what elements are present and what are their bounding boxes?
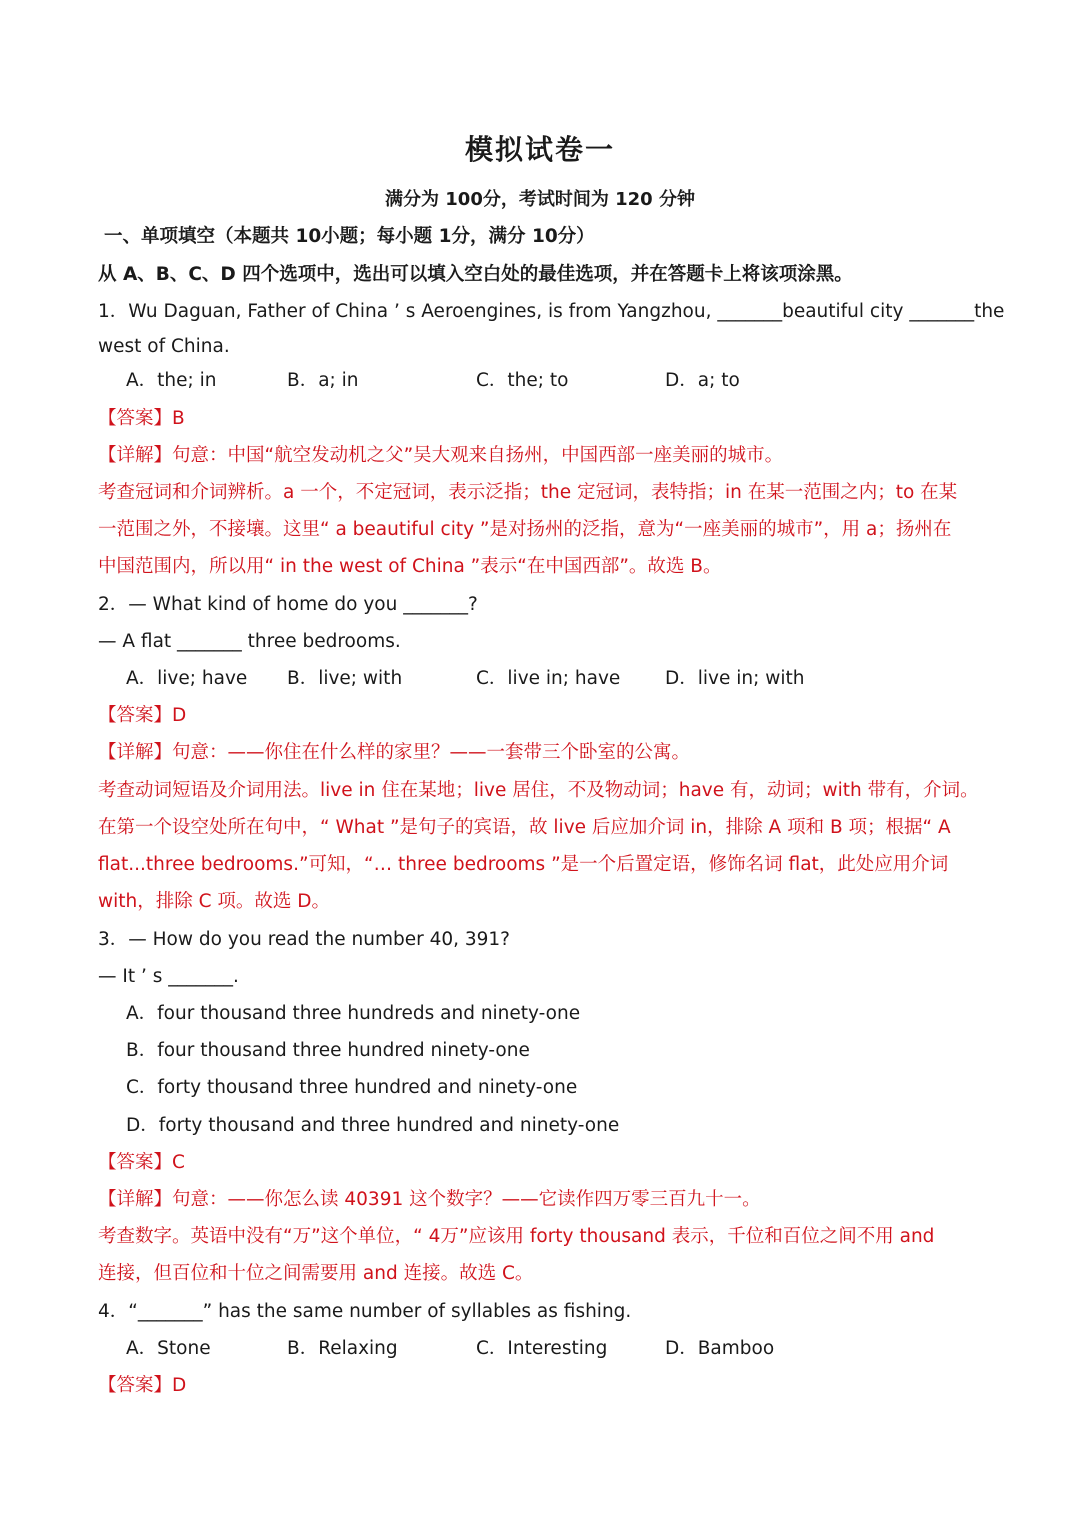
question-2-stem-line-2: — A flat _______ three bedrooms.: [98, 631, 401, 652]
question-1-explain-line-2: 考查冠词和介词辨析。a 一个，不定冠词，表示泛指；the 定冠词，表特指；in 在某一范围之内；to 在某: [98, 482, 958, 503]
question-1-option-b: B．a; in: [287, 370, 359, 391]
question-4-option-a: A．Stone: [126, 1338, 211, 1359]
question-4-answer: 【答案】D: [98, 1375, 187, 1396]
question-3-option-a: A．four thousand three hundreds and ninety-one: [126, 1003, 581, 1024]
page-title: 模拟试卷一: [464, 133, 615, 166]
question-2-option-a: A．live; have: [126, 668, 248, 689]
question-4-option-b: B．Relaxing: [287, 1338, 398, 1359]
section-instruction: 从 A、B、C、D 四个选项中，选出可以填入空白处的最佳选项，并在答题卡上将该项涂黑。: [98, 264, 853, 285]
question-1-explain-line-1: 【详解】句意：中国“航空发动机之父”吴大观来自扬州，中国西部一座美丽的城市。: [98, 445, 784, 466]
question-2-option-d: D．live in; with: [665, 668, 805, 689]
question-1-option-d: D．a; to: [665, 370, 740, 391]
question-4-option-d: D．Bamboo: [665, 1338, 775, 1359]
question-1-stem-line-1: 1．Wu Daguan, Father of China ’ s Aeroengines, is from Yangzhou, _______beautiful city _______the: [98, 301, 1005, 322]
question-1-options: [98, 368, 988, 394]
question-2-explain-line-5: with，排除 C 项。故选 D。: [98, 891, 331, 912]
question-3-option-c: C．forty thousand three hundred and ninety-one: [126, 1077, 578, 1098]
question-4-options: [98, 1336, 988, 1362]
question-3-explain-line-3: 连接，但百位和十位之间需要用 and 连接。故选 C。: [98, 1263, 534, 1284]
question-3-explain-line-1: 【详解】句意：——你怎么读 40391 这个数字？——它读作四万零三百九十一。: [98, 1189, 761, 1210]
question-3-option-d: D．forty thousand and three hundred and ninety-one: [126, 1115, 620, 1136]
question-2-explain-line-1: 【详解】句意：——你住在什么样的家里？——一套带三个卧室的公寓。: [98, 742, 691, 763]
question-2-explain-line-4: flat...three bedrooms.”可知，“… three bedrooms ”是一个后置定语，修饰名词 flat，此处应用介词: [98, 854, 949, 875]
question-3-answer: 【答案】C: [98, 1152, 185, 1173]
question-1-answer: 【答案】B: [98, 408, 185, 429]
section-heading: 一、单项填空（本题共 10小题；每小题 1分，满分 10分）: [104, 226, 595, 247]
question-2-stem-line-1: 2．— What kind of home do you _______?: [98, 594, 478, 615]
question-3-option-b: B．four thousand three hundred ninety-one: [126, 1040, 530, 1061]
exam-subtitle: 满分为 100分，考试时间为 120 分钟: [385, 189, 695, 210]
question-3-explain-line-2: 考查数字。英语中没有“万”这个单位，“ 4万”应该用 forty thousand 表示，千位和百位之间不用 and: [98, 1226, 935, 1247]
question-2-explain-line-2: 考查动词短语及介词用法。live in 住在某地；live 居住，不及物动词；have 有，动词；with 带有，介词。: [98, 780, 979, 801]
question-1-option-a: A．the; in: [126, 370, 217, 391]
question-1-explain-line-4: 中国范围内，所以用“ in the west of China ”表示“在中国西部”。故选 B。: [98, 556, 722, 577]
question-1-option-c: C．the; to: [476, 370, 569, 391]
question-2-option-c: C．live in; have: [476, 668, 621, 689]
question-3-stem-line-2: — It ’ s _______.: [98, 966, 239, 987]
question-2-options: [98, 666, 988, 692]
question-3-stem-line-1: 3．— How do you read the number 40, 391?: [98, 929, 511, 950]
question-2-option-b: B．live; with: [287, 668, 403, 689]
question-4-stem-line-1: 4．“_______” has the same number of syllables as fishing.: [98, 1301, 632, 1322]
question-2-explain-line-3: 在第一个设空处所在句中，“ What ”是句子的宾语，故 live 后应加介词 in，排除 A 项和 B 项；根据“ A: [98, 817, 951, 838]
question-4-option-c: C．Interesting: [476, 1338, 608, 1359]
question-1-explain-line-3: 一范围之外，不接壤。这里“ a beautiful city ”是对扬州的泛指，意为“一座美丽的城市”，用 a；扬州在: [98, 519, 952, 540]
question-1-stem-line-2: west of China.: [98, 336, 230, 357]
question-2-answer: 【答案】D: [98, 705, 187, 726]
